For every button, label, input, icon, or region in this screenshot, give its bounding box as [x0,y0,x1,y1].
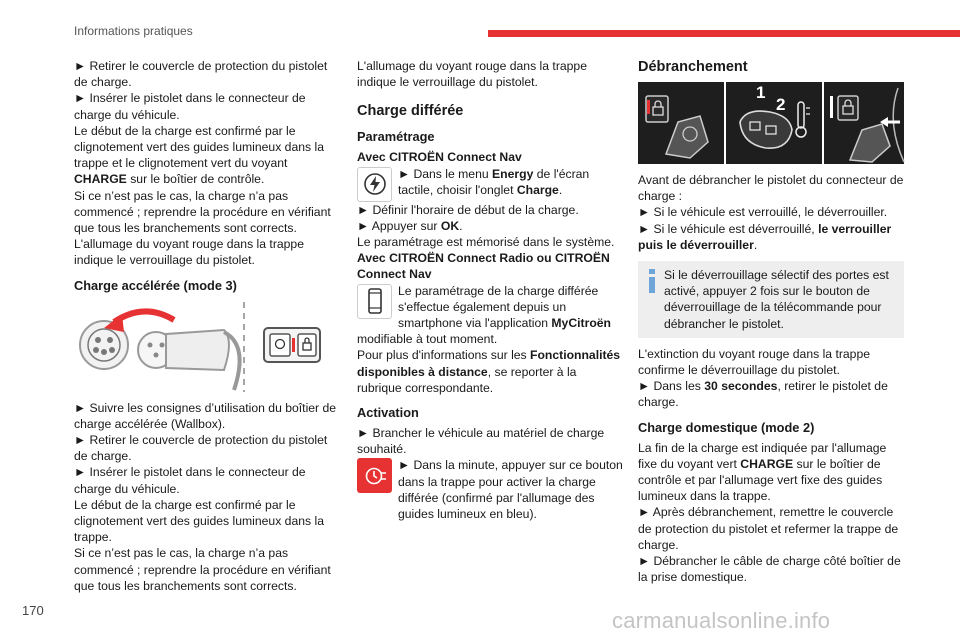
page-number: 170 [22,603,44,618]
heading-parametrage: Paramétrage [357,129,435,145]
heading-mode2: Charge domestique (mode 2) [638,419,815,435]
energy-bolt-icon [357,167,392,202]
paragraph: L'extinction du voyant rouge dans la trappe confirme le déverrouillage du pistolet. [638,346,871,378]
paragraph: Le début de la charge est confirmé par le clignotement vert des guides lumineux dans la trappe. [74,497,324,545]
paragraph: Si ce n’est pas le cas, la charge n’a pas commencé ; reprendre la procédure en vérifiant que tous les branchements sont corrects. [74,188,331,236]
header-accent-bar [488,30,960,37]
paragraph: ► Insérer le pistolet dans le connecteur de charge du véhicule. [74,91,306,122]
energy-instruction [357,166,623,202]
paragraph: ► Suivre les consignes d’utilisation du boîtier de charge accélérée (Wallbox). [74,400,337,431]
subheading-connect-nav: Avec CITROËN Connect Nav [357,150,522,165]
figure-number-2: 2 [776,95,786,114]
charge-flap-panel-image [638,82,726,164]
paragraph: ► Brancher le véhicule au matériel de charge souhaité. [357,426,605,457]
paragraph: Si ce n’est pas le cas, la charge n’a pas commencé ; reprendre la procédure en vérifiant que tous les branchements sont corrects. [74,546,331,593]
deferred-charge-button-icon [357,458,392,493]
charging-connector-icon [74,300,340,394]
paragraph: Le début de la charge est confirmé par le clignotement vert des guides lumineux dans la trappe et le clignotement vert du voyant CHARGE sur le boîtier de contrôle. [74,123,324,187]
unlock-sequence-illustration [638,82,904,164]
smartphone-instruction [357,283,623,332]
header-section-title: Informations pratiques [74,24,193,38]
heading-debranchement: Débranchement [638,59,748,75]
heading-mode3: Charge accélérée (mode 3) [74,277,237,293]
figure-number-1: 1 [756,83,766,102]
watermark: carmanualsonline.info [612,608,831,633]
paragraph: Le paramétrage est mémorisé dans le système. [357,235,615,250]
paragraph: ► Dans les 30 secondes, retirer le pistolet de charge. [638,379,888,410]
note-text: Si le déverrouillage sélectif des portes est activé, appuyer 2 fois sur le bouton de déverrouillage de la télécommande pour débrancher le pistolet. [664,268,889,331]
paragraph: ► Après débranchement, remettre le couvercle de protection du pistolet et refermer la trappe de charge. [638,505,899,552]
paragraph: ► Retirer le couvercle de protection du pistolet de charge. [74,433,328,464]
column-middle [357,58,623,522]
paragraph: ► Insérer le pistolet dans le connecteur de charge du véhicule. [74,465,306,496]
column-left [74,58,340,594]
paragraph: Avant de débrancher le pistolet du connecteur de charge : [638,173,904,204]
paragraph: L'allumage du voyant rouge dans la trappe indique le verrouillage du pistolet. [357,59,587,90]
remote-key-image [726,82,824,164]
heading-charge-differee: Charge différée [357,103,464,120]
deferred-button-instruction [357,457,623,522]
paragraph: ► Débrancher le câble de charge côté boîtier de la prise domestique. [638,554,901,585]
smartphone-icon [357,284,392,319]
heading-activation: Activation [357,405,419,421]
paragraph: ► Dans la minute, appuyer sur ce bouton dans la trappe pour activer la charge différée (confirmé par l'allumage des guides lumineux en bleu). [398,458,623,522]
info-icon [646,268,658,298]
subheading-connect-radio: Avec CITROËN Connect Radio ou CITROËN Connect Nav [357,251,610,282]
paragraph: Le paramétrage de la charge différée s'effectue également depuis un smartphone via l'application MyCitroën [398,283,611,331]
unplug-connector-image [824,82,910,164]
paragraph: ► Si le véhicule est déverrouillé, le verrouiller puis le déverrouiller. [638,221,892,252]
column-right [638,58,904,585]
paragraph: modifiable à tout moment. [357,332,498,347]
paragraph: ► Si le véhicule est verrouillé, le déverrouiller. [638,205,888,220]
wallbox-charging-illustration [74,300,340,394]
info-note [638,261,904,338]
paragraph: Pour plus d'informations sur les Fonctionnalités disponibles à distance, se reporter à la rubrique correspondante. [357,348,621,395]
paragraph: L'allumage du voyant rouge dans la trappe indique le verrouillage du pistolet. [74,237,304,268]
paragraph: ► Appuyer sur OK. [357,218,463,233]
paragraph: ► Dans le menu Energy de l'écran tactile, choisir l'onglet Charge. [398,166,590,197]
paragraph: ► Retirer le couvercle de protection du pistolet de charge. [74,59,328,90]
paragraph: ► Définir l'horaire de début de la charge. [357,202,579,217]
paragraph: La fin de la charge est indiquée par l'allumage fixe du voyant vert CHARGE sur le boîtier de contrôle et par l'allumage vert fixe des guides lumineux dans la trappe. [638,440,887,504]
